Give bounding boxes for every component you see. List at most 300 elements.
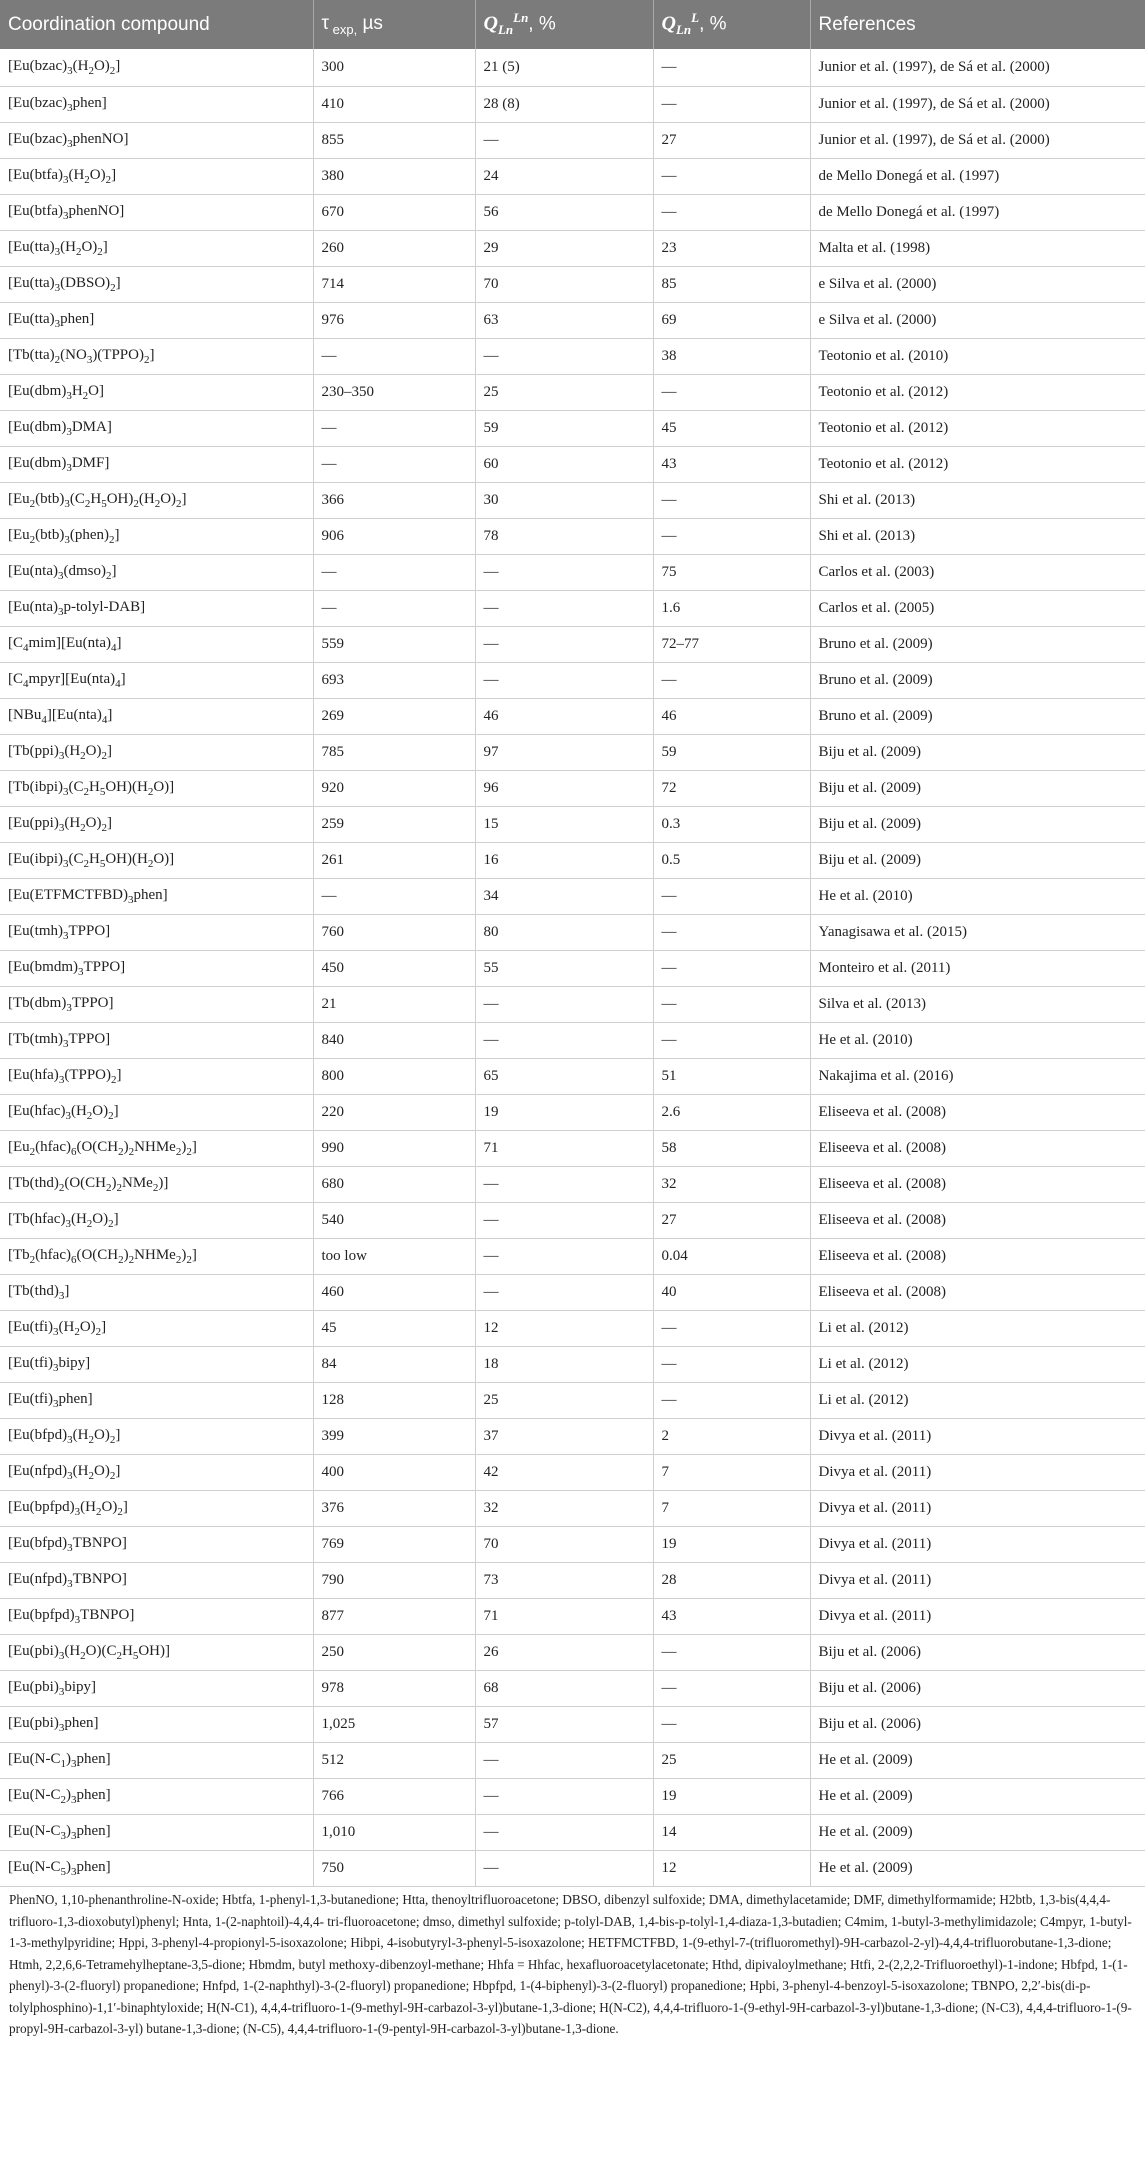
q-ln-ln-cell: 32: [475, 1491, 653, 1527]
reference-cell: He et al. (2010): [810, 1023, 1145, 1059]
reference-cell: Carlos et al. (2003): [810, 555, 1145, 591]
table-row: [0, 555, 1145, 591]
reference-cell: Eliseeva et al. (2008): [810, 1131, 1145, 1167]
reference-cell: Biju et al. (2006): [810, 1707, 1145, 1743]
q-ln-ln-cell: 21 (5): [475, 49, 653, 87]
q-l-ln-cell: —: [653, 1311, 810, 1347]
compound-cell: $[Eu(bzac)_3(H_2O)_2]$: [0, 49, 313, 87]
q-l-ln-cell: 23: [653, 231, 810, 267]
tau-cell: 693: [313, 663, 475, 699]
q-l-ln-cell: 0.3: [653, 807, 810, 843]
table-row: [0, 627, 1145, 663]
reference-cell: Malta et al. (1998): [810, 231, 1145, 267]
compound-cell: $[Eu(tfi)_3phen]$: [0, 1383, 313, 1419]
tau-cell: 680: [313, 1167, 475, 1203]
q-l-ln-cell: 40: [653, 1275, 810, 1311]
compound-cell: $[Eu(bmdm)_3TPPO]$: [0, 951, 313, 987]
q-ln-ln-cell: 24: [475, 159, 653, 195]
reference-cell: Teotonio et al. (2012): [810, 411, 1145, 447]
table-row: [0, 447, 1145, 483]
q-l-ln-cell: 7: [653, 1455, 810, 1491]
compound-cell: $[Eu_2(hfac)_6(O(CH_2)_2NHMe_2)_2]$: [0, 1131, 313, 1167]
compound-cell: $[NBu_4][Eu(nta)_4]$: [0, 699, 313, 735]
reference-cell: Nakajima et al. (2016): [810, 1059, 1145, 1095]
q-ln-ln-cell: 57: [475, 1707, 653, 1743]
table-row: [0, 1491, 1145, 1527]
compound-cell: $[Eu(nta)_3p-tolyl-DAB]$: [0, 591, 313, 627]
reference-cell: Eliseeva et al. (2008): [810, 1275, 1145, 1311]
q-ln-ln-cell: 16: [475, 843, 653, 879]
tau-cell: 800: [313, 1059, 475, 1095]
compound-cell: $[Eu_2(btb)_3(phen)_2]$: [0, 519, 313, 555]
tau-cell: 230–350: [313, 375, 475, 411]
tau-cell: 714: [313, 267, 475, 303]
table-row: [0, 1419, 1145, 1455]
q-ln-ln-cell: 30: [475, 483, 653, 519]
tau-cell: 785: [313, 735, 475, 771]
q-l-ln-cell: 75: [653, 555, 810, 591]
q-ln-ln-cell: 80: [475, 915, 653, 951]
reference-cell: Eliseeva et al. (2008): [810, 1095, 1145, 1131]
tau-cell: 920: [313, 771, 475, 807]
table-row: [0, 49, 1145, 87]
q-l-ln-cell: 19: [653, 1527, 810, 1563]
compound-cell: $[Eu(btfa)_3(H_2O)_2]$: [0, 159, 313, 195]
compound-cell: $[Tb(tta)_2(NO_3)(TPPO)_2]$: [0, 339, 313, 375]
compound-cell: $[Eu(btfa)_3phenNO]$: [0, 195, 313, 231]
q-ln-ln-cell: 12: [475, 1311, 653, 1347]
tau-cell: 512: [313, 1743, 475, 1779]
reference-cell: Biju et al. (2006): [810, 1671, 1145, 1707]
tau-cell: 45: [313, 1311, 475, 1347]
q-l-ln-cell: 1.6: [653, 591, 810, 627]
q-l-ln-cell: 38: [653, 339, 810, 375]
q-letter: Q: [661, 12, 676, 35]
table-header: [0, 0, 1145, 49]
compound-cell: $[Tb(ppi)_3(H_2O)_2]$: [0, 735, 313, 771]
reference-cell: Divya et al. (2011): [810, 1563, 1145, 1599]
q-percent: , %: [528, 13, 556, 35]
tau-cell: 990: [313, 1131, 475, 1167]
reference-cell: Biju et al. (2009): [810, 807, 1145, 843]
tau-cell: 21: [313, 987, 475, 1023]
tau-cell: 269: [313, 699, 475, 735]
tau-cell: 877: [313, 1599, 475, 1635]
q-ln-ln-cell: 71: [475, 1599, 653, 1635]
tau-cell: 128: [313, 1383, 475, 1419]
reference-cell: Teotonio et al. (2010): [810, 339, 1145, 375]
q-ln-ln-cell: 18: [475, 1347, 653, 1383]
q-l-ln-cell: —: [653, 87, 810, 123]
tau-cell: 976: [313, 303, 475, 339]
q-l-ln-cell: —: [653, 375, 810, 411]
compound-cell: $[Eu(bzac)_3phenNO]$: [0, 123, 313, 159]
table-row: [0, 1599, 1145, 1635]
reference-cell: de Mello Donegá et al. (1997): [810, 159, 1145, 195]
q-ln-ln-cell: 70: [475, 267, 653, 303]
q-ln-ln-cell: 56: [475, 195, 653, 231]
table-row: [0, 1167, 1145, 1203]
table-row: [0, 1851, 1145, 1887]
table-row: [0, 1563, 1145, 1599]
reference-cell: Teotonio et al. (2012): [810, 447, 1145, 483]
reference-cell: e Silva et al. (2000): [810, 267, 1145, 303]
tau-cell: 84: [313, 1347, 475, 1383]
table-row: [0, 951, 1145, 987]
tau-cell: 220: [313, 1095, 475, 1131]
q-l-ln-cell: 14: [653, 1815, 810, 1851]
compound-cell: $[Eu(pbi)_3phen]$: [0, 1707, 313, 1743]
table-row: [0, 339, 1145, 375]
tau-cell: 400: [313, 1455, 475, 1491]
tau-cell: 399: [313, 1419, 475, 1455]
table-row: [0, 735, 1145, 771]
q-subscript: Ln: [675, 22, 692, 38]
q-ln-ln-cell: 63: [475, 303, 653, 339]
q-ln-ln-cell: 25: [475, 1383, 653, 1419]
table-row: [0, 1275, 1145, 1311]
compound-cell: $[Eu(N-C_5)_3phen]$: [0, 1851, 313, 1887]
compound-cell: $[Eu(N-C_3)_3phen]$: [0, 1815, 313, 1851]
reference-cell: Monteiro et al. (2011): [810, 951, 1145, 987]
compound-cell: $[Eu(tmh)_3TPPO]$: [0, 915, 313, 951]
q-l-ln-cell: —: [653, 159, 810, 195]
reference-cell: Junior et al. (1997), de Sá et al. (2000): [810, 49, 1145, 87]
compound-cell: $[Eu_2(btb)_3(C_2H_5OH)_2(H_2O)_2]$: [0, 483, 313, 519]
q-ln-ln-cell: —: [475, 663, 653, 699]
q-l-ln-cell: —: [653, 1383, 810, 1419]
tau-cell: 840: [313, 1023, 475, 1059]
table-row: [0, 1743, 1145, 1779]
q-ln-ln-cell: —: [475, 1023, 653, 1059]
tau-cell: 376: [313, 1491, 475, 1527]
tau-cell: 410: [313, 87, 475, 123]
table-row: [0, 411, 1145, 447]
table-row: [0, 879, 1145, 915]
compound-cell: $[Eu(tta)_3(H_2O)_2]$: [0, 231, 313, 267]
tau-cell: 559: [313, 627, 475, 663]
q-l-ln-cell: 43: [653, 1599, 810, 1635]
q-ln-ln-cell: —: [475, 1815, 653, 1851]
header-tau: [313, 0, 475, 49]
tau-cell: —: [313, 411, 475, 447]
reference-cell: e Silva et al. (2000): [810, 303, 1145, 339]
tau-cell: 766: [313, 1779, 475, 1815]
tau-cell: 250: [313, 1635, 475, 1671]
tau-cell: 750: [313, 1851, 475, 1887]
reference-cell: Bruno et al. (2009): [810, 699, 1145, 735]
q-ln-ln-cell: —: [475, 1851, 653, 1887]
q-l-ln-cell: 27: [653, 1203, 810, 1239]
table-row: [0, 519, 1145, 555]
table-row: [0, 1779, 1145, 1815]
q-superscript: Ln: [513, 10, 529, 26]
tau-unit: µs: [357, 12, 383, 34]
table-row: [0, 807, 1145, 843]
reference-cell: Shi et al. (2013): [810, 483, 1145, 519]
q-l-ln-cell: —: [653, 1023, 810, 1059]
footnote: PhenNO, 1,10-phenanthroline-N-oxide; Hbtfa, 1-phenyl-1,3-butanedione; Htta, thenoyltrifluoroacetone; DBSO, dibenzyl sulfoxide; DMA, dimethylacetamide; DMF, dimethylformamide; H2btb, 1,3-bis(4,4,4-trifluoro-1,3-dioxobutyl)phenyl; Hnta, 1-(2-naphtoil)-4,4,4- tri-fluoroacetone; dmso, dimethyl sulfoxide; p-tolyl-DAB, 1,4-bis-p-tolyl-1,4-diaza-1,3-butadien; C4mim, 1-butyl-3-methylimidazole; C4mpyr, 1-butyl-1-3-methylpyridine; Hppi, 3-phenyl-4-propionyl-5-isoxazolone; Hibpi, 4-isobutyryl-3-phenyl-5-isoxazolone; HETFMCTFBD, 1-(9-ethyl-7-(trifluoromethyl)-9H-carbazol-2-yl)-4,4,4-trifluorobutane-1,3-dione; Htmh, 2,2,6,6-Tetramehylheptane-3,5-dione; Hbmdm, butyl methoxy-dibenzoyl-methane; Hhfa = Hhfac, hexafluoroacetylacetonate; Hthd, dipivaloylmethane; Htfi, 2-(2,2,2-Trifluoroethyl)-1-indone; Hbfpd, 1-(1-phenyl)-3-(2-fluoryl) propanedione; Hnfpd, 1-(2-naphthyl)-3-(2-fluoryl) propanedione; Hbpfpd, 1-(4-biphenyl)-3-(2-fluoryl) propanedione; Hpbi, 3-phenyl-4-benzoyl-5-isoxazolone; TBNPO, 2,2′-bis(di-p-tolylphosphino)-1,1′-binaphtyloxide; H(N-C1), 4,4,4-trifluoro-1-(9-methyl-9H-carbazol-3-yl)butane-1,3-dione; H(N-C2), 4,4,4-trifluoro-1-(9-ethyl-9H-carbazol-3-yl)butane-1,3-dione; (N-C3), 4,4,4-trifluoro-1-(9-propyl-9H-carbazol-3-yl) butane-1,3-dione; (N-C5), 4,4,4-trifluoro-1-(9-pentyl-9H-carbazol-3-yl)butane-1,3-dione.: [9, 1892, 1132, 2036]
table-row: [0, 303, 1145, 339]
table-row: [0, 159, 1145, 195]
reference-cell: Li et al. (2012): [810, 1383, 1145, 1419]
table-row: [0, 1527, 1145, 1563]
reference-cell: He et al. (2010): [810, 879, 1145, 915]
header-q-ln-ln: [475, 0, 653, 49]
reference-cell: Biju et al. (2009): [810, 843, 1145, 879]
table-row: [0, 1635, 1145, 1671]
table-row: [0, 987, 1145, 1023]
compound-cell: $[Eu(nfpd)_3(H_2O)_2]$: [0, 1455, 313, 1491]
table-row: [0, 1311, 1145, 1347]
table-row: [0, 771, 1145, 807]
q-subscript: Ln: [497, 22, 514, 38]
compound-cell: $[Eu(pbi)_3(H_2O)(C_2H_5OH)]$: [0, 1635, 313, 1671]
tau-cell: 790: [313, 1563, 475, 1599]
header-q-l-ln: [653, 0, 810, 49]
q-ln-ln-cell: —: [475, 987, 653, 1023]
table-row: [0, 1383, 1145, 1419]
compound-cell: $[Eu(dbm)_3H_2O]$: [0, 375, 313, 411]
q-ln-ln-cell: 46: [475, 699, 653, 735]
compound-cell: $[Eu(ETFMCTFBD)_3phen]$: [0, 879, 313, 915]
q-l-ln-cell: 2: [653, 1419, 810, 1455]
q-l-ln-cell: 69: [653, 303, 810, 339]
compound-cell: $[Eu(N-C_2)_3phen]$: [0, 1779, 313, 1815]
tau-cell: 978: [313, 1671, 475, 1707]
table-row: [0, 915, 1145, 951]
compound-cell: $[Eu(nfpd)_3TBNPO]$: [0, 1563, 313, 1599]
compound-cell: $[Eu(ibpi)_3(C_2H_5OH)(H_2O)]$: [0, 843, 313, 879]
q-ln-ln-cell: 25: [475, 375, 653, 411]
compound-cell: $[Tb(thd)_2(O(CH_2)_2NMe_2)]$: [0, 1167, 313, 1203]
q-l-ln-cell: —: [653, 1347, 810, 1383]
compound-cell: $[Eu(N-C_1)_3phen]$: [0, 1743, 313, 1779]
q-ln-ln-cell: —: [475, 123, 653, 159]
q-l-ln-cell: —: [653, 195, 810, 231]
compound-cell: $[Eu(bzac)_3phen]$: [0, 87, 313, 123]
table-row: [0, 123, 1145, 159]
tau-cell: 540: [313, 1203, 475, 1239]
tau-cell: 855: [313, 123, 475, 159]
table-row: [0, 843, 1145, 879]
q-l-ln-cell: 43: [653, 447, 810, 483]
q-ln-ln-cell: 68: [475, 1671, 653, 1707]
compound-cell: $[Tb(hfac)_3(H_2O)_2]$: [0, 1203, 313, 1239]
table-row: [0, 483, 1145, 519]
compound-cell: $[Eu(tfi)_3bipy]$: [0, 1347, 313, 1383]
table-row: [0, 1131, 1145, 1167]
reference-cell: Yanagisawa et al. (2015): [810, 915, 1145, 951]
reference-cell: Divya et al. (2011): [810, 1599, 1145, 1635]
tau-subscript: exp,: [329, 21, 358, 37]
q-l-ln-cell: 72: [653, 771, 810, 807]
tau-cell: 906: [313, 519, 475, 555]
q-l-ln-cell: —: [653, 519, 810, 555]
compound-cell: $[Eu(hfac)_3(H_2O)_2]$: [0, 1095, 313, 1131]
q-ln-ln-cell: 70: [475, 1527, 653, 1563]
q-l-ln-cell: —: [653, 1635, 810, 1671]
table-row: [0, 1023, 1145, 1059]
q-ln-ln-cell: —: [475, 591, 653, 627]
compound-cell: $[Eu(bfpd)_3TBNPO]$: [0, 1527, 313, 1563]
tau-cell: 460: [313, 1275, 475, 1311]
reference-cell: Li et al. (2012): [810, 1347, 1145, 1383]
tau-cell: 670: [313, 195, 475, 231]
q-l-ln-cell: 32: [653, 1167, 810, 1203]
table-row: [0, 1815, 1145, 1851]
tau-cell: 450: [313, 951, 475, 987]
compound-cell: $[Eu(ppi)_3(H_2O)_2]$: [0, 807, 313, 843]
q-ln-ln-cell: 29: [475, 231, 653, 267]
reference-cell: Divya et al. (2011): [810, 1527, 1145, 1563]
q-l-ln-cell: —: [653, 1671, 810, 1707]
tau-cell: 261: [313, 843, 475, 879]
q-l-ln-cell: —: [653, 1707, 810, 1743]
q-l-ln-cell: 72–77: [653, 627, 810, 663]
q-ln-ln-cell: 59: [475, 411, 653, 447]
reference-cell: Carlos et al. (2005): [810, 591, 1145, 627]
q-l-ln-cell: —: [653, 987, 810, 1023]
tau-cell: 1,025: [313, 1707, 475, 1743]
compound-cell: $[Eu(tta)_3(DBSO)_2]$: [0, 267, 313, 303]
q-l-ln-cell: —: [653, 879, 810, 915]
compound-cell: $[Eu(bfpd)_3(H_2O)_2]$: [0, 1419, 313, 1455]
q-ln-ln-cell: —: [475, 627, 653, 663]
q-ln-ln-cell: 28 (8): [475, 87, 653, 123]
tau-cell: 300: [313, 49, 475, 87]
table-row: [0, 1347, 1145, 1383]
table-row: [0, 375, 1145, 411]
q-ln-ln-cell: —: [475, 1203, 653, 1239]
table-row: [0, 1059, 1145, 1095]
table-row: [0, 699, 1145, 735]
compound-cell: $[Eu(bpfpd)_3TBNPO]$: [0, 1599, 313, 1635]
compound-cell: $[Tb(dbm)_3TPPO]$: [0, 987, 313, 1023]
compound-cell: $[C_4mpyr][Eu(nta)_4]$: [0, 663, 313, 699]
tau-cell: 260: [313, 231, 475, 267]
q-ln-ln-cell: 73: [475, 1563, 653, 1599]
tau-cell: —: [313, 447, 475, 483]
reference-cell: He et al. (2009): [810, 1851, 1145, 1887]
q-l-ln-cell: 28: [653, 1563, 810, 1599]
q-l-ln-cell: 2.6: [653, 1095, 810, 1131]
reference-cell: Eliseeva et al. (2008): [810, 1167, 1145, 1203]
reference-cell: Divya et al. (2011): [810, 1419, 1145, 1455]
q-ln-ln-cell: 37: [475, 1419, 653, 1455]
q-l-ln-cell: —: [653, 663, 810, 699]
reference-cell: Biju et al. (2009): [810, 735, 1145, 771]
q-ln-ln-cell: —: [475, 1275, 653, 1311]
compound-cell: $[Tb(tmh)_3TPPO]$: [0, 1023, 313, 1059]
q-l-ln-cell: —: [653, 49, 810, 87]
q-ln-ln-cell: 65: [475, 1059, 653, 1095]
tau-symbol: τ: [321, 12, 330, 34]
q-l-ln-cell: —: [653, 915, 810, 951]
compound-cell: $[Eu(pbi)_3bipy]$: [0, 1671, 313, 1707]
q-ln-ln-cell: —: [475, 555, 653, 591]
q-l-ln-cell: 51: [653, 1059, 810, 1095]
table-row: [0, 1707, 1145, 1743]
q-l-ln-cell: 59: [653, 735, 810, 771]
q-ln-ln-cell: 26: [475, 1635, 653, 1671]
q-l-ln-cell: 7: [653, 1491, 810, 1527]
q-letter: Q: [483, 12, 498, 35]
reference-cell: Biju et al. (2006): [810, 1635, 1145, 1671]
table-row: [0, 1671, 1145, 1707]
tau-cell: 259: [313, 807, 475, 843]
q-ln-ln-cell: 15: [475, 807, 653, 843]
reference-cell: Junior et al. (1997), de Sá et al. (2000): [810, 123, 1145, 159]
q-ln-ln-cell: 42: [475, 1455, 653, 1491]
tau-cell: 769: [313, 1527, 475, 1563]
q-ln-ln-cell: 60: [475, 447, 653, 483]
q-ln-ln-cell: 19: [475, 1095, 653, 1131]
reference-cell: Eliseeva et al. (2008): [810, 1239, 1145, 1275]
reference-cell: Bruno et al. (2009): [810, 663, 1145, 699]
q-l-ln-cell: —: [653, 951, 810, 987]
tau-cell: 1,010: [313, 1815, 475, 1851]
q-ln-ln-cell: —: [475, 339, 653, 375]
reference-cell: Teotonio et al. (2012): [810, 375, 1145, 411]
q-l-ln-cell: 27: [653, 123, 810, 159]
compound-cell: $[Eu(nta)_3(dmso)_2]$: [0, 555, 313, 591]
compound-cell: $[Eu(dbm)_3DMF]$: [0, 447, 313, 483]
table-row: [0, 1239, 1145, 1275]
q-l-ln-cell: 0.5: [653, 843, 810, 879]
compound-cell: $[Eu(hfa)_3(TPPO)_2]$: [0, 1059, 313, 1095]
header-compound: Coordination compound: [0, 0, 313, 49]
q-percent: , %: [699, 13, 727, 35]
tau-cell: —: [313, 339, 475, 375]
table-row: [0, 267, 1145, 303]
compound-cell: $[Eu(bpfpd)_3(H_2O)_2]$: [0, 1491, 313, 1527]
compound-cell: $[Eu(tta)_3phen]$: [0, 303, 313, 339]
tau-cell: —: [313, 879, 475, 915]
reference-cell: Divya et al. (2011): [810, 1491, 1145, 1527]
reference-cell: Eliseeva et al. (2008): [810, 1203, 1145, 1239]
table-row: [0, 87, 1145, 123]
table-row: [0, 195, 1145, 231]
q-superscript: L: [691, 10, 700, 26]
compound-cell: $[Eu(tfi)_3(H_2O)_2]$: [0, 1311, 313, 1347]
tau-cell: —: [313, 591, 475, 627]
q-l-ln-cell: 45: [653, 411, 810, 447]
reference-cell: Divya et al. (2011): [810, 1455, 1145, 1491]
q-l-ln-cell: 25: [653, 1743, 810, 1779]
reference-cell: Li et al. (2012): [810, 1311, 1145, 1347]
q-ln-ln-cell: —: [475, 1167, 653, 1203]
q-l-ln-cell: 12: [653, 1851, 810, 1887]
q-ln-ln-cell: 34: [475, 879, 653, 915]
reference-cell: Shi et al. (2013): [810, 519, 1145, 555]
tau-cell: too low: [313, 1239, 475, 1275]
table-row: [0, 1095, 1145, 1131]
reference-cell: Biju et al. (2009): [810, 771, 1145, 807]
q-l-ln-cell: 85: [653, 267, 810, 303]
q-l-ln-cell: 0.04: [653, 1239, 810, 1275]
header-references: References: [810, 0, 1145, 49]
compound-cell: $[Tb(ibpi)_3(C_2H_5OH)(H_2O)]$: [0, 771, 313, 807]
q-l-ln-cell: 58: [653, 1131, 810, 1167]
q-ln-ln-cell: —: [475, 1239, 653, 1275]
reference-cell: de Mello Donegá et al. (1997): [810, 195, 1145, 231]
q-l-ln-cell: 19: [653, 1779, 810, 1815]
q-l-ln-cell: 46: [653, 699, 810, 735]
table-row: [0, 231, 1145, 267]
table-row: [0, 1203, 1145, 1239]
reference-cell: Bruno et al. (2009): [810, 627, 1145, 663]
